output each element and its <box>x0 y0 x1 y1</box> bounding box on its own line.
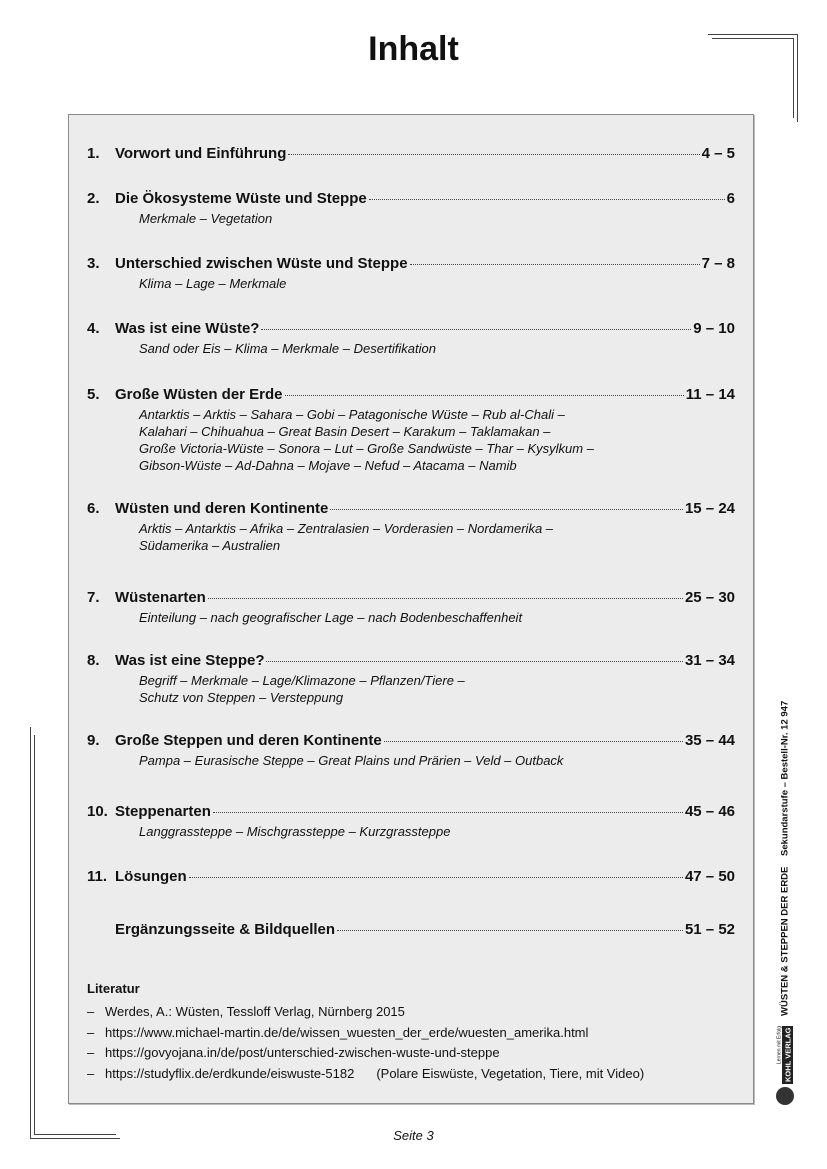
entry-subtopics <box>139 340 735 357</box>
entry-number: 6. <box>87 500 100 517</box>
literature <box>87 981 644 1084</box>
entry-number: 1. <box>87 145 100 162</box>
subtopic-line: Gibson-Wüste – Ad-Dahna – Mojave – Nefud – Atacama – Namib <box>139 458 517 473</box>
tree-icon <box>776 1087 794 1105</box>
toc-entry <box>87 921 735 938</box>
literature-text: https://studyflix.de/erdkunde/eiswuste-5182 <box>105 1065 355 1081</box>
subtopic-line: Große Victoria-Wüste – Sonora – Lut – Große Sandwüste – Thar – Kysylkum – <box>139 441 594 456</box>
entry-pages: 15 – 24 <box>684 500 735 517</box>
entry-pages: 9 – 10 <box>693 320 735 337</box>
toc-entry <box>87 868 735 885</box>
corner-ornament <box>797 34 798 122</box>
toc-entry <box>87 803 735 840</box>
entry-title: Wüstenarten <box>115 589 206 606</box>
entry-title: Wüsten und deren Kontinente <box>115 500 329 517</box>
publisher-name: KOHL VERLAG <box>783 1027 793 1082</box>
toc-entry <box>87 500 735 554</box>
subtopic-line: Klima – Lage – Merkmale <box>139 276 287 291</box>
corner-ornament <box>34 735 35 1135</box>
toc-entry <box>87 386 735 474</box>
subtopic-line: Pampa – Eurasische Steppe – Great Plains und Prärien – Veld – Outback <box>139 753 564 768</box>
entry-pages: 47 – 50 <box>684 868 735 885</box>
entry-subtopics <box>139 823 735 840</box>
leader-dots <box>330 509 683 510</box>
entry-pages: 31 – 34 <box>684 652 735 669</box>
entry-title: Vorwort und Einführung <box>115 145 287 162</box>
entry-pages: 51 – 52 <box>684 921 735 938</box>
bullet-dash: – <box>87 1065 95 1081</box>
entry-title: Lösungen <box>115 868 187 885</box>
leader-dots <box>189 877 683 878</box>
subtopic-line: Langgrassteppe – Mischgrassteppe – Kurzgrassteppe <box>139 824 451 839</box>
bullet-dash: – <box>87 1004 95 1019</box>
entry-pages: 7 – 8 <box>701 255 735 272</box>
side-imprint <box>768 700 802 1105</box>
subtopic-line: Merkmale – Vegetation <box>139 211 273 226</box>
corner-ornament <box>793 38 794 118</box>
publisher-logo <box>776 1026 794 1105</box>
page-number: Seite 3 <box>393 1128 434 1143</box>
literature-item <box>87 1023 644 1044</box>
entry-subtopics <box>139 210 735 227</box>
entry-number: 7. <box>87 589 100 606</box>
entry-title: Ergänzungsseite & Bildquellen <box>115 921 336 938</box>
literature-text: Werdes, A.: Wüsten, Tessloff Verlag, Nürnberg 2015 <box>105 1004 405 1019</box>
leader-dots <box>369 199 725 200</box>
entry-number: 3. <box>87 255 100 272</box>
leader-dots <box>285 395 684 396</box>
toc-entry <box>87 589 735 626</box>
toc-entry <box>87 652 735 706</box>
subtopic-line: Sand oder Eis – Klima – Merkmale – Desertifikation <box>139 341 436 356</box>
toc-entry <box>87 255 735 292</box>
toc-entry <box>87 320 735 357</box>
entry-number: 10. <box>87 803 108 820</box>
subtopic-line: Einteilung – nach geografischer Lage – nach Bodenbeschaffenheit <box>139 610 523 625</box>
entry-pages: 45 – 46 <box>684 803 735 820</box>
entry-title: Steppenarten <box>115 803 211 820</box>
leader-dots <box>410 264 700 265</box>
entry-subtopics <box>139 609 735 626</box>
subtopic-line: Begriff – Merkmale – Lage/Klimazone – Pflanzen/Tiere – <box>139 673 465 688</box>
subtopic-line: Arktis – Antarktis – Afrika – Zentralasien – Vorderasien – Nordamerika – <box>139 521 554 536</box>
entry-number: 8. <box>87 652 100 669</box>
corner-ornament <box>30 727 31 1139</box>
corner-ornament <box>712 38 794 39</box>
subtopic-line: Schutz von Steppen – Versteppung <box>139 690 344 705</box>
entry-subtopics <box>139 672 735 706</box>
entry-title: Große Steppen und deren Kontinente <box>115 732 382 749</box>
subtopic-line: Antarktis – Arktis – Sahara – Gobi – Patagonische Wüste – Rub al-Chali – <box>139 407 565 422</box>
leader-dots <box>288 154 699 155</box>
entry-subtopics <box>139 406 735 474</box>
bullet-dash: – <box>87 1024 95 1040</box>
book-info: Sekundarstufe – Bestell-Nr. 12 947 <box>779 700 791 857</box>
entry-title: Was ist eine Steppe? <box>115 652 265 669</box>
entry-subtopics <box>139 275 735 292</box>
leader-dots <box>213 812 683 813</box>
entry-title: Die Ökosysteme Wüste und Steppe <box>115 190 367 207</box>
page-title: Inhalt <box>368 30 459 68</box>
leader-dots <box>261 329 691 330</box>
entry-title: Was ist eine Wüste? <box>115 320 260 337</box>
corner-ornament <box>708 34 798 35</box>
leader-dots <box>337 930 683 931</box>
literature-item <box>87 1002 644 1023</box>
toc-entry <box>87 190 735 227</box>
leader-dots <box>266 661 682 662</box>
entry-number: 9. <box>87 732 100 749</box>
literature-item <box>87 1043 644 1064</box>
literature-text: https://govyojana.in/de/post/unterschied-zwischen-wuste-und-steppe <box>105 1045 500 1060</box>
entry-number: 5. <box>87 386 100 403</box>
toc-box <box>68 114 754 1104</box>
entry-title: Unterschied zwischen Wüste und Steppe <box>115 255 408 272</box>
entry-number: 11. <box>87 868 108 885</box>
entry-pages: 25 – 30 <box>684 589 735 606</box>
entry-number: 4. <box>87 320 100 337</box>
entry-title: Große Wüsten der Erde <box>115 386 283 403</box>
entry-pages: 11 – 14 <box>685 386 735 403</box>
leader-dots <box>208 598 683 599</box>
entry-number: 2. <box>87 190 100 207</box>
bullet-dash: – <box>87 1045 95 1060</box>
literature-heading: Literatur <box>87 981 140 996</box>
subtopic-line: Südamerika – Australien <box>139 538 281 553</box>
literature-note: (Polare Eiswüste, Vegetation, Tiere, mit Video) <box>376 1065 645 1081</box>
entry-pages: 35 – 44 <box>684 732 735 749</box>
book-title: WÜSTEN & STEPPEN DER ERDE <box>779 866 791 1016</box>
entry-subtopics <box>139 520 735 554</box>
publisher-tagline: Lernen mit Erfolg <box>776 1025 783 1064</box>
toc-entry <box>87 732 735 769</box>
literature-item <box>87 1064 644 1085</box>
publisher-brand <box>777 1026 794 1084</box>
literature-text: https://www.michael-martin.de/de/wissen_wuesten_der_erde/wuesten_amerika.html <box>105 1024 589 1040</box>
entry-pages: 6 <box>726 190 735 207</box>
entry-subtopics <box>139 752 735 769</box>
subtopic-line: Kalahari – Chihuahua – Great Basin Desert – Karakum – Taklamakan – <box>139 424 551 439</box>
entry-pages: 4 – 5 <box>701 145 735 162</box>
toc-entry <box>87 145 735 162</box>
leader-dots <box>384 741 683 742</box>
